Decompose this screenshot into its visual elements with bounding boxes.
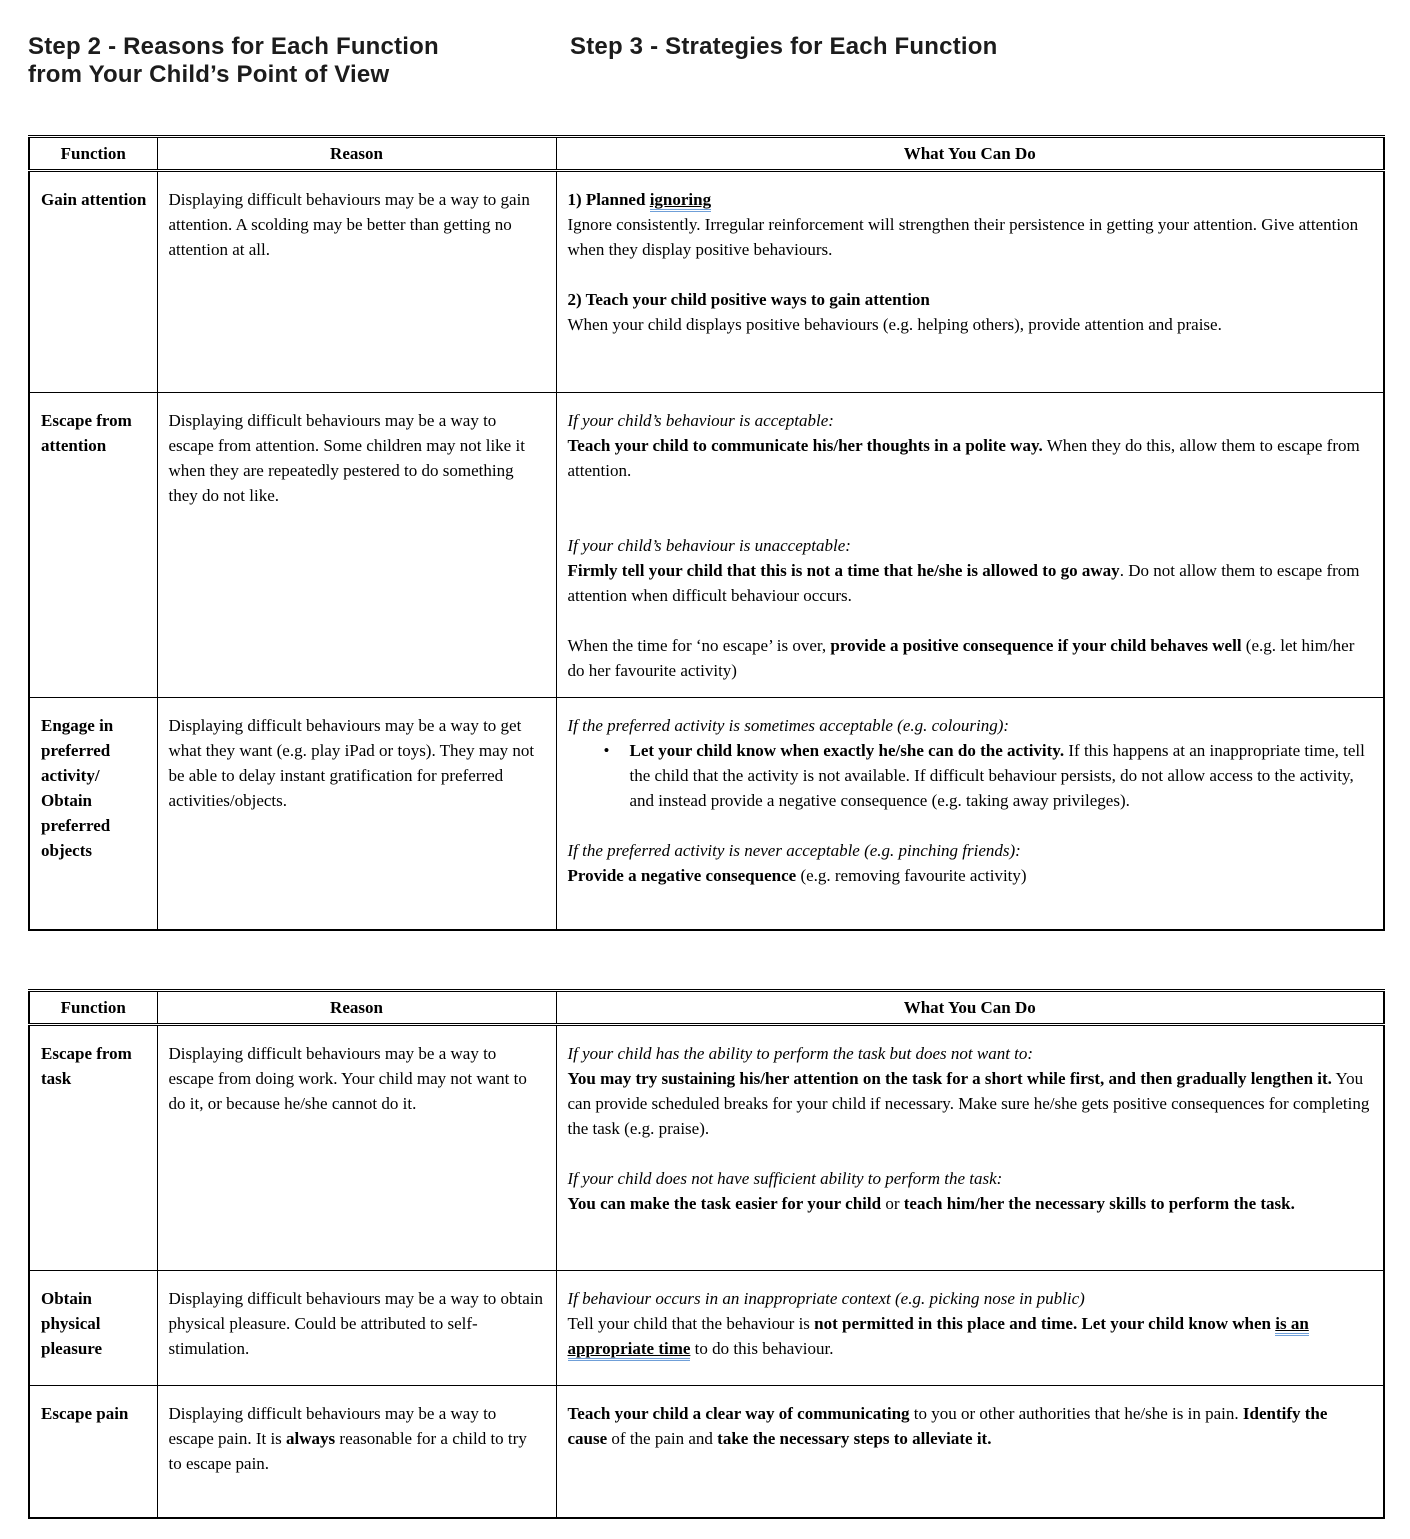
step2-heading-line1: Step 2 - Reasons for Each Function [28, 33, 439, 60]
functions-table-2 [28, 989, 1385, 1520]
step3-heading: Step 3 - Strategies for Each Function [570, 33, 998, 60]
table2-header-function: Function [29, 990, 157, 1024]
function-cell: Engage in preferred activity/ Obtain preferred objects [29, 698, 157, 930]
step2-heading-line2: from Your Child’s Point of View [28, 61, 390, 88]
function-cell: Escape from task [29, 1024, 157, 1270]
function-cell: Obtain physical pleasure [29, 1270, 157, 1385]
reason-cell: Displaying difficult behaviours may be a way to gain attention. A scolding may be better than getting no attention at all. [157, 171, 556, 393]
functions-table-1 [28, 135, 1385, 931]
table1-header-reason: Reason [157, 137, 556, 171]
reason-cell: Displaying difficult behaviours may be a way to obtain physical pleasure. Could be attributed to self-stimulation. [157, 1270, 556, 1385]
strategies-cell: If your child has the ability to perform the task but does not want to: You may try sustaining his/her attention on the task for a short while first, and then gradually lengthen it. You can provide scheduled breaks for your child if necessary. Make sure he/she gets positive consequences for completing the task (e.g. praise). If your child does not have sufficient ability to perform the task: You can make the task easier for your child or teach him/her the necessary skills to perform the task. [556, 1024, 1384, 1270]
table2-header-strategies: What You Can Do [556, 990, 1384, 1024]
table1-header-function: Function [29, 137, 157, 171]
table1-header-strategies: What You Can Do [556, 137, 1384, 171]
reason-cell: Displaying difficult behaviours may be a way to get what they want (e.g. play iPad or toys). They may not be able to delay instant gratification for preferred activities/objects. [157, 698, 556, 930]
strategies-cell: If your child’s behaviour is acceptable: Teach your child to communicate his/her thoughts in a polite way. When they do this, allow them to escape from attention. If your child’s behaviour is unacceptable: Firmly tell your child that this is not a time that he/she is allowed to go away. Do not allow them to escape from attention when difficult behaviour occurs. When the time for ‘no escape’ is over, provide a positive consequence if your child behaves well (e.g. let him/her do her favourite activity) [556, 393, 1384, 698]
strategies-cell: If behaviour occurs in an inappropriate context (e.g. picking nose in public) Tell your child that the behaviour is not permitted in this place and time. Let your child know when is an appropriate time to do this behaviour. [556, 1270, 1384, 1385]
function-cell: Escape from attention [29, 393, 157, 698]
function-cell: Gain attention [29, 171, 157, 393]
table-row [29, 393, 1384, 698]
function-cell: Escape pain [29, 1385, 157, 1518]
strategies-cell: 1) Planned ignoring Ignore consistently. Irregular reinforcement will strengthen their persistence in getting your attention. Give attention when they display positive behaviours. 2) Teach your child positive ways to gain attention When your child displays positive behaviours (e.g. helping others), provide attention and praise. [556, 171, 1384, 393]
strategies-cell: Teach your child a clear way of communicating to you or other authorities that he/she is in pain. Identify the cause of the pain and take the necessary steps to alleviate it. [556, 1385, 1384, 1518]
table-row [29, 171, 1384, 393]
table-row [29, 1385, 1384, 1518]
table-row [29, 1270, 1384, 1385]
table2-header-reason: Reason [157, 990, 556, 1024]
reason-cell: Displaying difficult behaviours may be a way to escape from attention. Some children may not like it when they are repeatedly pestered to do something they do not like. [157, 393, 556, 698]
strategies-cell: If the preferred activity is sometimes acceptable (e.g. colouring): • Let your child know when exactly he/she can do the activity. If this happens at an inappropriate time, tell the child that the activity is not available. If difficult behaviour persists, do not allow access to the activity, and instead provide a negative consequence (e.g. taking away privileges). If the preferred activity is never acceptable (e.g. pinching friends): Provide a negative consequence (e.g. removing favourite activity) [556, 698, 1384, 930]
page-headings [28, 33, 1383, 135]
table-gap [28, 931, 1383, 989]
table-row [29, 1024, 1384, 1270]
reason-cell: Displaying difficult behaviours may be a way to escape pain. It is always reasonable for a child to try to escape pain. [157, 1385, 556, 1518]
reason-cell: Displaying difficult behaviours may be a way to escape from doing work. Your child may not want to do it, or because he/she cannot do it. [157, 1024, 556, 1270]
table-row [29, 698, 1384, 930]
table2-header-row [29, 990, 1384, 1024]
table1-header-row [29, 137, 1384, 171]
bullet-icon: • [603, 741, 610, 760]
